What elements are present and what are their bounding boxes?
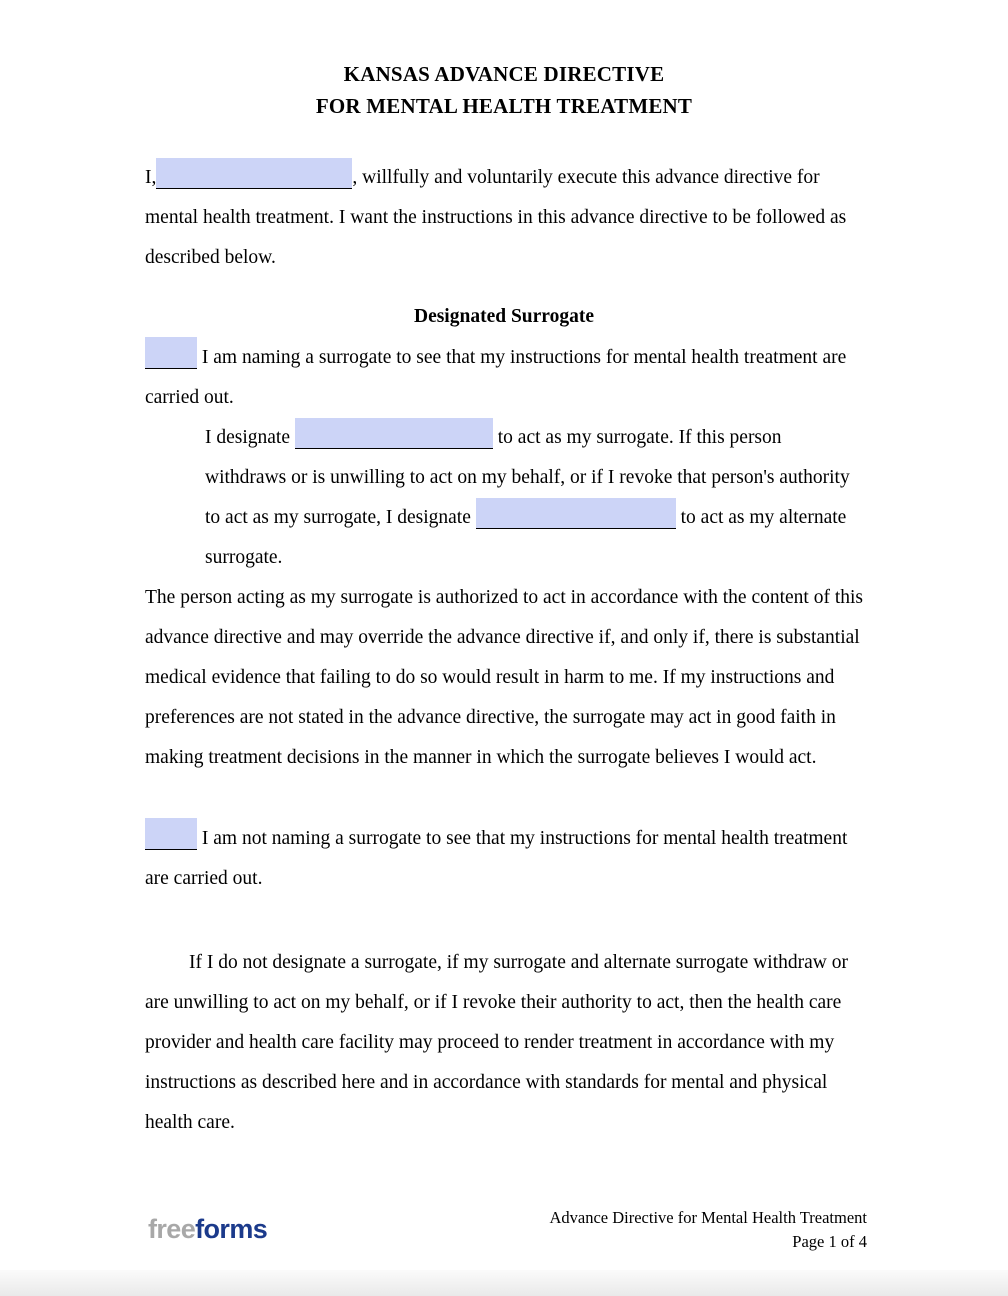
option-naming-surrogate-label: I am naming a surrogate to see that my instructions for mental health treatment are carried out.: [145, 347, 847, 408]
logo-text-free: free: [148, 1214, 196, 1244]
footer-document-name: Advance Directive for Mental Health Treatment: [549, 1208, 867, 1227]
page-footer: [145, 1200, 867, 1256]
surrogate-name-field[interactable]: [295, 418, 493, 449]
surrogate-designation-paragraph: [205, 418, 863, 578]
closing-paragraph: If I do not designate a surrogate, if my surrogate and alternate surrogate withdraw or are unwilling to act on my behalf, or if I revoke their authority to act, then the health care provider and health care facility may proceed to render treatment in accordance with my instructions as described here and in accordance with standards for mental and physical health care.: [145, 952, 848, 1133]
document-content: [145, 0, 863, 1143]
freeforms-logo[interactable]: [148, 1214, 267, 1245]
naming-surrogate-checkbox-field[interactable]: [145, 337, 197, 369]
title-line-1: KANSAS ADVANCE DIRECTIVE: [343, 62, 665, 86]
designated-surrogate-heading: Designated Surrogate: [413, 306, 594, 327]
intro-lead-text: I,: [145, 167, 157, 188]
page-edge-shadow: [0, 1270, 1008, 1296]
logo-text-forms: forms: [195, 1214, 268, 1244]
paragraph-spacer: [145, 778, 863, 818]
option-not-naming-surrogate-label: I am not naming a surrogate to see that my instructions for mental health treatment are carried out.: [145, 828, 848, 889]
designate-label-primary: I designate: [205, 427, 291, 448]
document-title: [145, 0, 863, 122]
designation-text-after-surrogate: to act as my surrogate. If this person withdraws or is unwilling to act on my behalf, or if I revoke that person's authority to act as my surrogate, I designate: [205, 427, 850, 528]
section-spacer: [145, 899, 863, 943]
option-not-naming-surrogate: [145, 818, 863, 899]
alternate-surrogate-name-field[interactable]: [476, 498, 676, 529]
not-naming-surrogate-checkbox-field[interactable]: [145, 818, 197, 850]
option-naming-surrogate: [145, 337, 863, 418]
footer-document-info: [549, 1206, 867, 1254]
surrogate-designation-block: [205, 418, 863, 578]
surrogate-authority-paragraph: The person acting as my surrogate is authorized to act in accordance with the content of this advance directive and may override the advance directive if, and only if, there is substantial medical evidence that failing to do so would result in harm to me. If my instructions and preferences are not stated in the advance directive, the surrogate may act in good faith in making treatment decisions in the manner in which the surrogate believes I would act.: [145, 587, 864, 768]
intro-paragraph: [145, 158, 863, 278]
intro-text-after-name: , willfully and voluntarily execute this advance directive for mental health treatment. I want the instructions in this advance directive to be followed as described below.: [145, 167, 847, 268]
title-line-2: FOR MENTAL HEALTH TREATMENT: [315, 94, 693, 118]
footer-page-number: Page 1 of 4: [792, 1232, 867, 1251]
designation-text-after-alternate: to act as my alternate surrogate.: [205, 507, 847, 568]
declarant-name-field[interactable]: [156, 158, 352, 189]
